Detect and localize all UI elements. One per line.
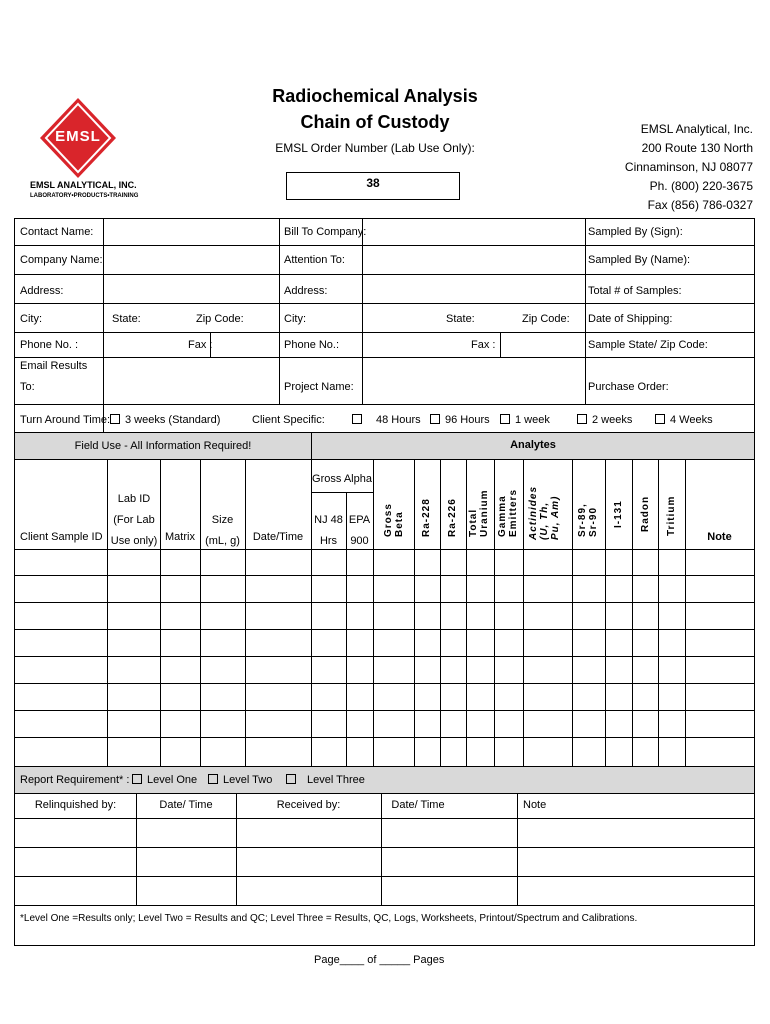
lab-id-header-1: Lab ID [117,493,151,505]
order-number-field[interactable]: 38 [286,172,460,200]
sampled-name-label: Sampled By (Name): [588,254,691,266]
title-line1: Radiochemical Analysis [272,86,478,106]
attention-label: Attention To: [284,254,345,266]
gross-beta-header-1: Gross [383,503,394,537]
company-street: 200 Route 130 North [641,141,753,155]
radon-header: Radon [640,495,651,532]
epa-header-2: 900 [350,535,369,547]
uranium-header-2: Uranium [479,489,490,537]
sr-header-1: Sr-89, [577,503,588,537]
turnaround-96h-label: 96 Hours [445,414,490,426]
uranium-header-1: Total [468,508,479,537]
report-level-three-label: Level Three [307,774,365,786]
actinides-header-1: Actinides [528,485,539,540]
turnaround-2weeks-option[interactable] [577,414,632,426]
turnaround-48h-label: 48 Hours [376,414,421,426]
report-level-two-option[interactable] [208,774,272,786]
phone2-label: Phone No.: [284,339,340,351]
date-time-header-1: Date/ Time [159,799,213,811]
state2-label: State: [446,313,475,325]
turnaround-label: Turn Around Time: [20,414,111,426]
nj48-header-2: Hrs [319,535,338,547]
company-phone: Ph. (800) 220-3675 [649,179,753,193]
note-header: Note [707,531,732,543]
i131-header: I-131 [613,500,624,528]
analytes-header: Analytes [510,439,556,451]
ra228-header: Ra-228 [421,498,432,537]
page-suffix: Pages [413,954,445,966]
checkbox-icon [500,414,510,424]
contact-name-label: Contact Name: [20,226,94,238]
email-label-1: Email Results [20,360,88,372]
checkbox-icon [208,774,218,784]
purchase-order-label: Purchase Order: [588,381,669,393]
city2-label: City: [284,313,306,325]
title-line2: Chain of Custody [300,112,450,132]
lab-id-header-2: (For Lab [113,514,155,526]
logo-tagline: LABORATORY•PRODUCTS•TRAINING [30,193,139,199]
company-fax: Fax (856) 786-0327 [647,198,753,212]
turnaround-4weeks-label: 4 Weeks [670,414,713,426]
gamma-header-1: Gamma [497,495,508,537]
received-header: Received by: [276,799,341,811]
sample-state-label: Sample State/ Zip Code: [588,339,708,351]
page-count [314,954,444,966]
page-number-blank[interactable]: ____ [339,954,365,966]
checkbox-icon [430,414,440,424]
client-sample-id-header: Client Sample ID [20,531,103,543]
gross-alpha-header: Gross Alpha [312,473,372,485]
tritium-header: Tritium [666,495,677,536]
relinquished-header: Relinquished by: [34,799,117,811]
zip-label: Zip Code: [196,313,244,325]
phone-label: Phone No. : [20,339,79,351]
field-use-header: Field Use - All Information Required! [74,440,252,452]
turnaround-1week-label: 1 week [515,414,550,426]
checkbox-icon [286,774,296,784]
turnaround-3weeks-label: 3 weeks (Standard) [125,414,221,426]
report-level-three-option[interactable] [286,774,365,786]
turnaround-3weeks-option[interactable] [110,414,220,426]
page-of: of [367,954,377,966]
address-label: Address: [20,285,64,297]
size-header-1: Size [211,514,234,526]
gross-beta-header-2: Beta [394,511,405,537]
lab-id-header-3: Use only) [110,535,158,547]
page-total-blank[interactable]: _____ [379,954,411,966]
checkbox-icon [352,414,362,424]
checkbox-icon [110,414,120,424]
matrix-header: Matrix [165,531,195,543]
email-label-2: To: [20,381,35,393]
sr-header-2: Sr-90 [588,506,599,537]
turnaround-4weeks-option[interactable] [655,414,713,426]
epa-header-1: EPA [348,514,371,526]
emsl-logo [28,96,139,206]
checkbox-icon [577,414,587,424]
address2-label: Address: [284,285,328,297]
report-level-one-option[interactable] [132,774,197,786]
report-level-one-label: Level One [147,774,198,786]
company-city: Cinnaminson, NJ 08077 [624,160,753,174]
checkbox-icon [132,774,142,784]
turnaround-2weeks-label: 2 weeks [592,414,633,426]
project-label: Project Name: [284,381,354,393]
size-header-2: (mL, g) [205,535,240,547]
zip2-label: Zip Code: [522,313,570,325]
fax-label: Fax : [188,339,213,351]
gamma-header-2: Emitters [508,488,519,537]
relinquish-note-header: Note [523,799,547,811]
ra226-header: Ra-226 [447,498,458,537]
footnote: *Level One =Results only; Level Two = Results and QC; Level Three = Results, QC, Logs, Worksheets, Printout/Spectrum and Calibrations. [20,913,638,924]
turnaround-96h-option[interactable] [430,414,490,426]
logo-name: EMSL ANALYTICAL, INC. [30,180,137,190]
date-time-header-2: Date/ Time [391,799,445,811]
state-label: State: [112,313,141,325]
total-samples-label: Total # of Samples: [588,285,682,297]
date-shipping-label: Date of Shipping: [588,313,673,325]
sampled-sign-label: Sampled By (Sign): [588,226,683,238]
report-level-two-label: Level Two [223,774,273,786]
actinides-header-2: (U, Th, [539,501,550,540]
logo-mark: EMSL [55,128,101,145]
turnaround-48h-option[interactable] [352,414,421,426]
city-label: City: [20,313,42,325]
turnaround-1week-option[interactable] [500,414,550,426]
company-name-label: Company Name: [20,254,103,266]
checkbox-icon [655,414,665,424]
report-requirement-label: Report Requirement* : [20,774,130,786]
fax2-label: Fax : [471,339,496,351]
bill-to-label: Bill To Company: [284,226,367,238]
order-label: EMSL Order Number (Lab Use Only): [275,141,475,155]
client-specific-label: Client Specific: [252,414,325,426]
actinides-header-3: Pu, Am) [550,495,561,540]
company-name: EMSL Analytical, Inc. [640,122,753,136]
nj48-header-1: NJ 48 [314,514,343,526]
page-prefix: Page [314,954,340,966]
date-time-header: Date/Time [252,531,304,543]
